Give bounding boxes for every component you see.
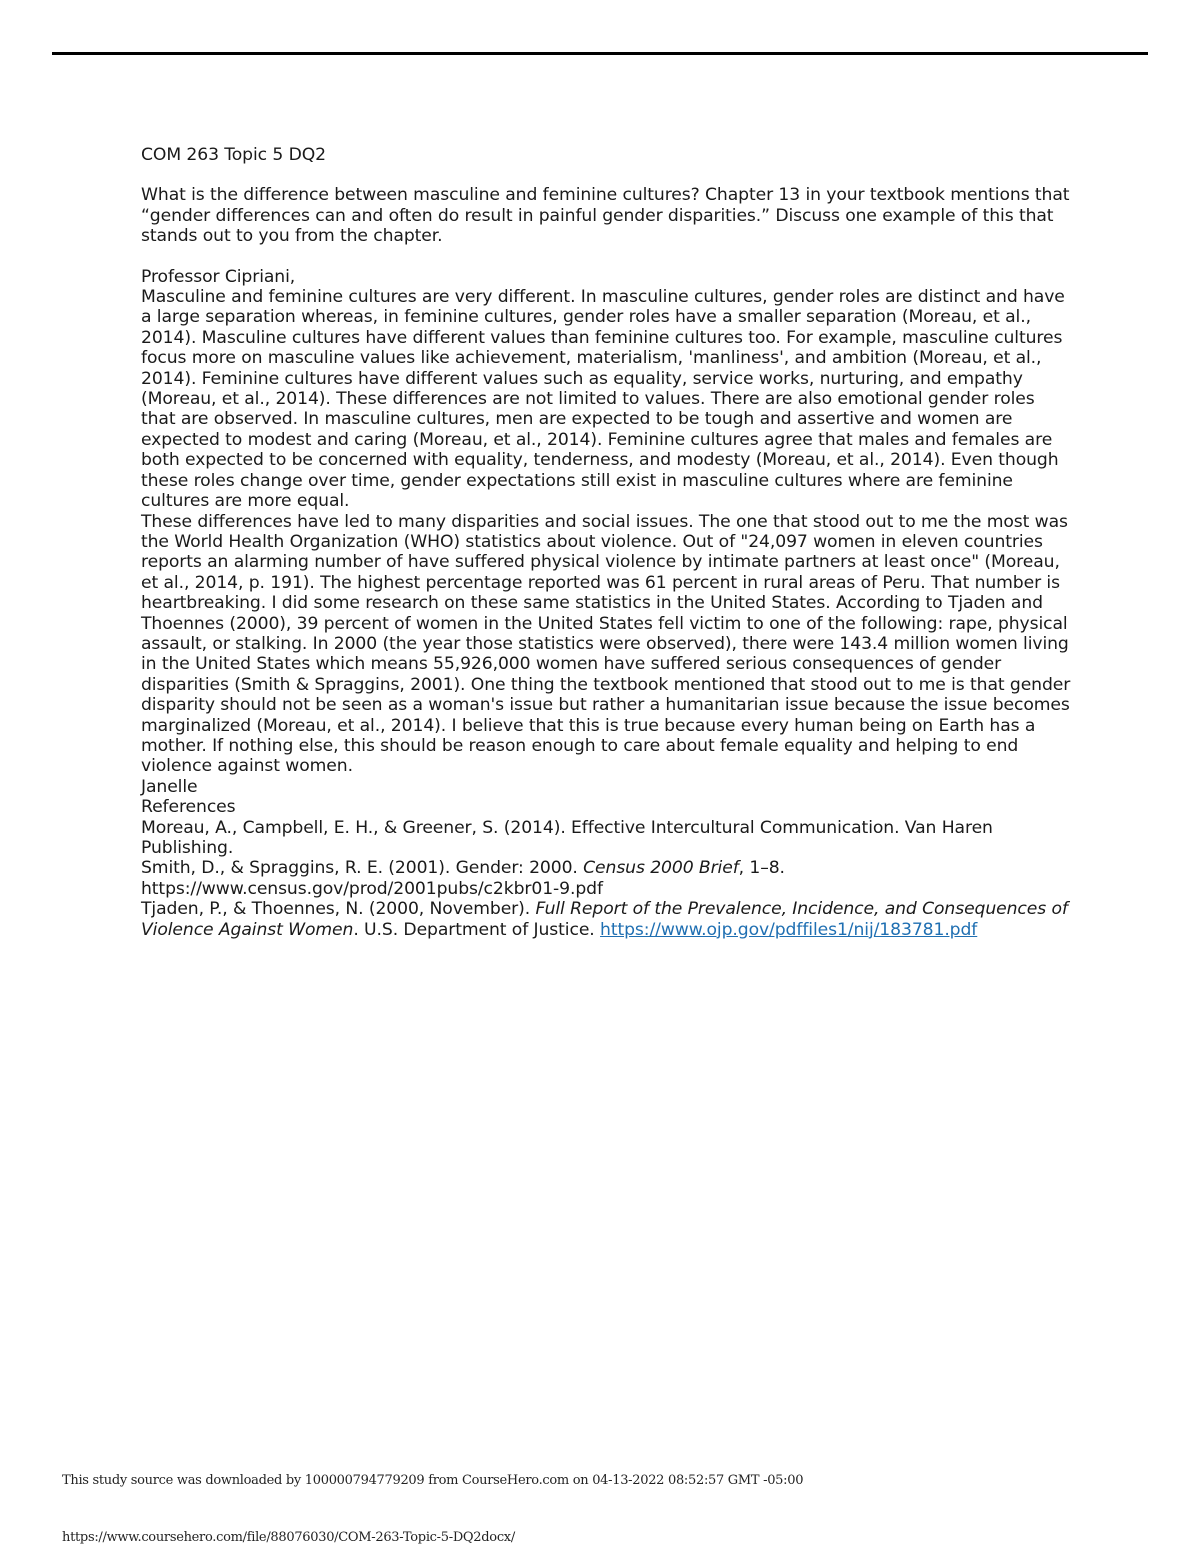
signature: Janelle [141, 776, 198, 797]
reference-2 [141, 858, 1071, 878]
reference-3 [141, 899, 1071, 940]
reference-2-pages: , 1–8. [738, 858, 785, 879]
reference-2-text: Smith, D., & Spraggins, R. E. (2001). Gender: 2000. [141, 858, 584, 879]
body-paragraph-1: Masculine and feminine cultures are very different. In masculine cultures, gender roles are distinct and have a large separation whereas, in feminine cultures, gender roles have a smaller separation (Moreau, et al., 2014). Masculine cultures have different values than feminine cultures too. For example, masculine cultures focus more on masculine values like achievement, materialism, 'manliness', and ambition (Moreau, et al., 2014). Feminine cultures have different values such as equality, service works, nurturing, and empathy (Moreau, et al., 2014). These differences are not limited to values. There are also emotional gender roles that are observed. In masculine cultures, men are expected to be tough and assertive and women are expected to modest and caring (Moreau, et al., 2014). Feminine cultures agree that males and females are both expected to be concerned with equality, tenderness, and modesty (Moreau, et al., 2014). Even though these roles change over time, gender expectations still exist in masculine cultures where are feminine cultures are more equal. [141, 287, 1065, 512]
reference-2-source: Census 2000 Brief [583, 858, 739, 879]
top-rule [52, 52, 1148, 55]
reference-3-source: Full Report of the Prevalence, Incidence, and Consequences of Violence Against Women [141, 899, 1068, 940]
footer-url: https://www.coursehero.com/file/88076030/COM-263-Topic-5-DQ2docx/ [62, 1530, 515, 1545]
spacer [141, 247, 1071, 267]
document-title: COM 263 Topic 5 DQ2 [141, 145, 326, 165]
body-paragraph-2: These differences have led to many disparities and social issues. The one that stood out to me the most was the World Health Organization (WHO) statistics about violence. Out of "24,097 women in eleven countries reports an alarming number of have suffered physical violence by intimate partners at least once" (Moreau, et al., 2014, p. 191). The highest percentage reported was 61 percent in rural areas of Peru. That number is heartbreaking. I did some research on these same statistics in the United States. According to Tjaden and Thoennes (2000), 39 percent of women in the United States fell victim to one of the following: rape, physical assault, or stalking. In 2000 (the year those statistics were observed), there were 143.4 million women living in the United States which means 55,926,000 women have suffered serious consequences of gender disparities (Smith & Spraggins, 2001). One thing the textbook mentioned that stood out to me is that gender disparity should not be seen as a woman's issue but rather a humanitarian issue because the issue becomes marginalized (Moreau, et al., 2014). I believe that this is true because every human being on Earth has a mother. If nothing else, this should be reason enough to care about female equality and helping to end violence against women. [141, 511, 1071, 777]
spacer [141, 165, 1071, 185]
download-source-note: This study source was downloaded by 100000794779209 from CourseHero.com on 04-13-2022 08:52:57 GMT -05:00 [62, 1473, 804, 1488]
reference-3-link[interactable]: https://www.ojp.gov/pdffiles1/nij/183781.pdf [600, 919, 978, 940]
references-heading: References [141, 797, 236, 818]
discussion-prompt: What is the difference between masculine and feminine cultures? Chapter 13 in your textbook mentions that “gender differences can and often do result in painful gender disparities.” Discuss one example of this that stands out to you from the chapter. [141, 185, 1070, 247]
reference-3-text: Tjaden, P., & Thoennes, N. (2000, November). [141, 899, 536, 920]
salutation: Professor Cipriani, [141, 266, 296, 287]
reference-1: Moreau, A., Campbell, E. H., & Greener, S. (2014). Effective Intercultural Communication. Van Haren Publishing. [141, 817, 993, 858]
reference-2-url: https://www.census.gov/prod/2001pubs/c2kbr01-9.pdf [141, 878, 603, 899]
reference-3-publisher: . U.S. Department of Justice. [353, 919, 601, 940]
document-body [141, 145, 1071, 940]
